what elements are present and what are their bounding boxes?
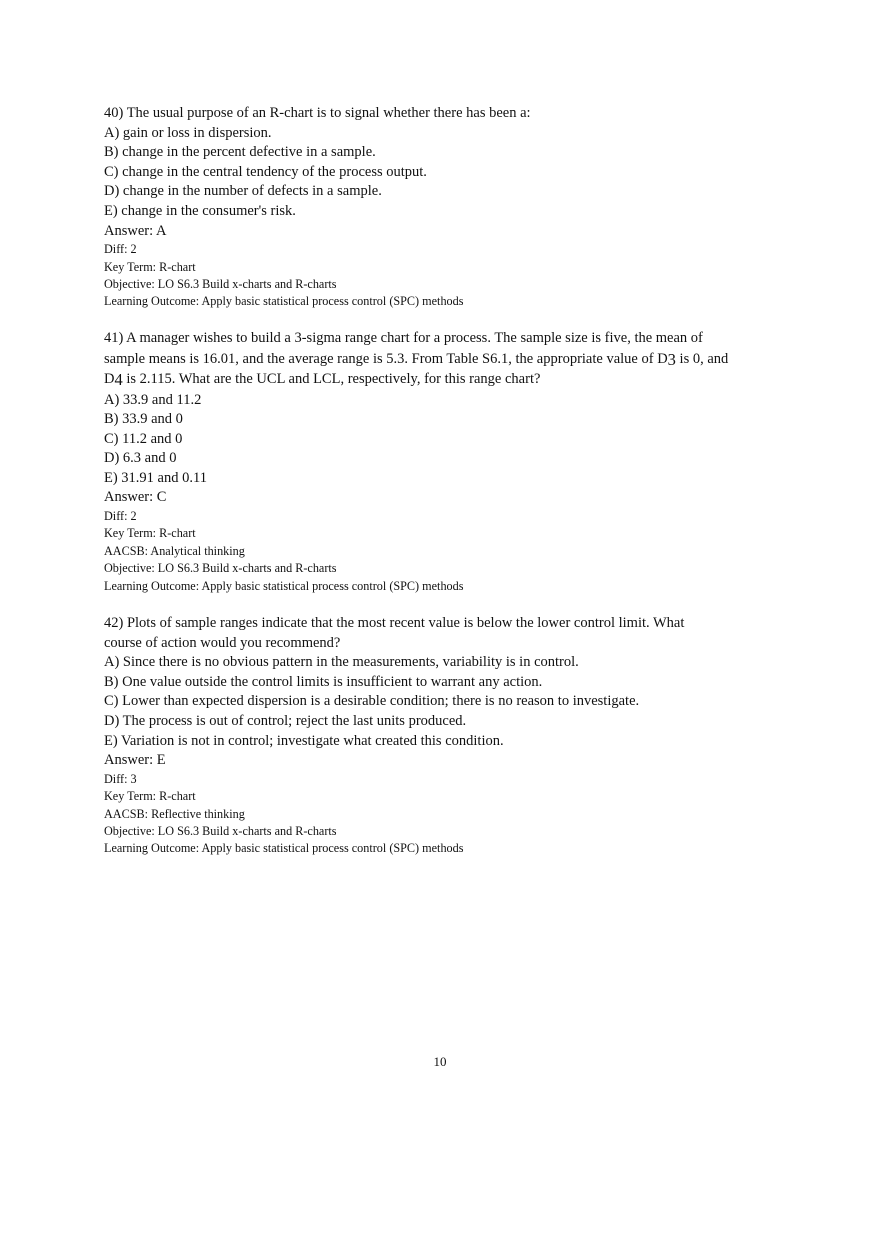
option-b: B) One value outside the control limits is insufficient to warrant any action. xyxy=(104,673,543,690)
subscript-3: 3 xyxy=(667,349,676,369)
option-d: D) 6.3 and 0 xyxy=(104,450,177,467)
aacsb: AACSB: Reflective thinking xyxy=(104,806,245,821)
answer: Answer: E xyxy=(104,752,166,769)
question-41 xyxy=(104,328,744,595)
difficulty: Diff: 2 xyxy=(104,242,137,257)
key-term: Key Term: R-chart xyxy=(104,259,196,274)
option-e: E) change in the consumer's risk. xyxy=(104,202,296,219)
option-c: C) change in the central tendency of the process output. xyxy=(104,163,427,180)
option-c: C) 11.2 and 0 xyxy=(104,430,183,447)
option-a: A) 33.9 and 11.2 xyxy=(104,391,202,408)
option-d: D) The process is out of control; reject the last units produced. xyxy=(104,712,467,729)
learning-outcome: Learning Outcome: Apply basic statistical process control (SPC) methods xyxy=(104,841,464,856)
stem-text-3: is 2.115. What are the UCL and LCL, respectively, for this range chart? xyxy=(122,371,541,387)
question-stem xyxy=(104,328,744,390)
question-stem: 40) The usual purpose of an R-chart is to signal whether there has been a: xyxy=(104,105,531,121)
learning-outcome: Learning Outcome: Apply basic statistical process control (SPC) methods xyxy=(104,294,464,309)
difficulty: Diff: 2 xyxy=(104,509,137,524)
option-b: B) 33.9 and 0 xyxy=(104,411,183,428)
aacsb: AACSB: Analytical thinking xyxy=(104,543,245,558)
option-e: E) 31.91 and 0.11 xyxy=(104,469,207,486)
question-40 xyxy=(104,104,744,311)
option-a: A) Since there is no obvious pattern in the measurements, variability is in control. xyxy=(104,654,579,671)
question-42 xyxy=(104,614,744,858)
objective: Objective: LO S6.3 Build x-charts and R-charts xyxy=(104,276,337,291)
difficulty: Diff: 3 xyxy=(104,771,137,786)
option-e: E) Variation is not in control; investigate what created this condition. xyxy=(104,732,504,749)
answer: Answer: A xyxy=(104,222,167,239)
page-number: 10 xyxy=(433,1054,447,1069)
objective: Objective: LO S6.3 Build x-charts and R-charts xyxy=(104,823,337,838)
stem-text-2: is 0, and D xyxy=(104,350,729,387)
answer: Answer: C xyxy=(104,489,167,506)
option-c: C) Lower than expected dispersion is a desirable condition; there is no reason to investigate. xyxy=(104,693,640,710)
key-term: Key Term: R-chart xyxy=(104,789,196,804)
learning-outcome: Learning Outcome: Apply basic statistical process control (SPC) methods xyxy=(104,578,464,593)
option-a: A) gain or loss in dispersion. xyxy=(104,124,272,141)
key-term: Key Term: R-chart xyxy=(104,526,196,541)
objective: Objective: LO S6.3 Build x-charts and R-charts xyxy=(104,561,337,576)
option-b: B) change in the percent defective in a sample. xyxy=(104,144,376,161)
option-d: D) change in the number of defects in a sample. xyxy=(104,183,382,200)
subscript-4: 4 xyxy=(114,370,123,389)
question-stem: 42) Plots of sample ranges indicate that the most recent value is below the lower control limit. What course of action would you recommend? xyxy=(104,615,685,651)
stem-text-1: 41) A manager wishes to build a 3-sigma range chart for a process. The sample size is five, the mean of sample means is 16.01, and the average range is 5.3. From Table S6.1, the appropriate value of D xyxy=(104,330,703,367)
